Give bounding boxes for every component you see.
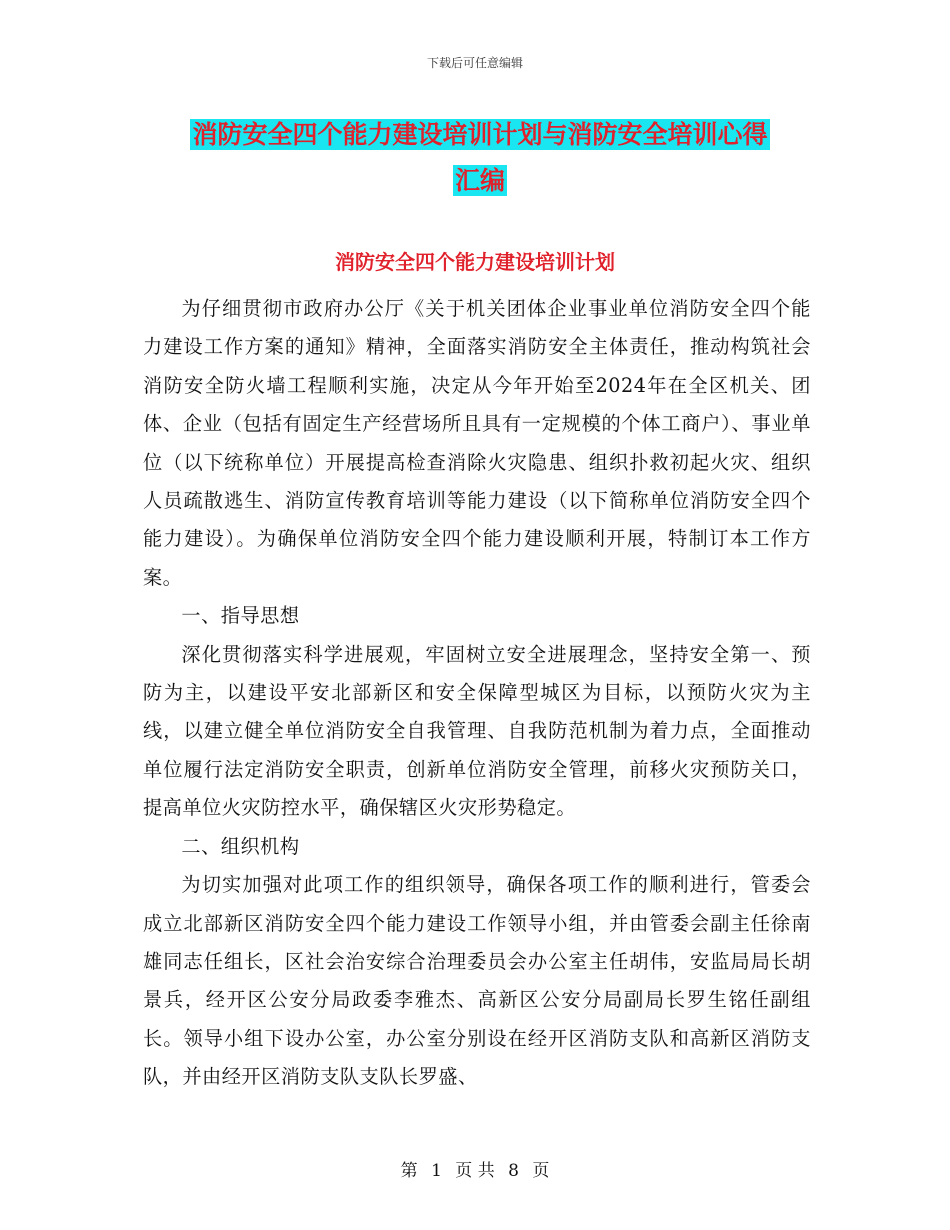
heading-organization: 二、组织机构 [181,834,300,858]
footer-prefix: 第 [400,1161,418,1181]
paragraph-guiding-ideology: 深化贯彻落实科学进展观，牢固树立安全进展理念，坚持安全第一、预防为主，以建设平安北部新区和安全保障型城区为目标，以预防火灾为主线，以建立健全单位消防安全自我管理、自我防范机制为着力点，全面推动单位履行法定消防安全职责，创新单位消防安全管理，前移火灾预防关口，提高单位火灾防控水平，确保辖区火灾形势稳定。 [143,642,811,820]
heading-guiding-ideology: 一、指导思想 [181,604,300,628]
footer-suffix: 页 [532,1161,550,1181]
page-number: 1 [431,1161,442,1181]
header-note: 下载后可任意编辑 [426,56,523,70]
paragraph-intro: 为仔细贯彻市政府办公厅《关于机关团体企业事业单位消防安全四个能力建设工作方案的通知》精神，全面落实消防安全主体责任，推动构筑社会消防安全防火墙工程顺利实施，决定从今年开始至2024年在全区机关、团体、企业（包括有固定生产经营场所且具有一定规模的个体工商户）、事业单位（以下统称单位）开展提高检查消除火灾隐患、组织扑救初起火灾、组织人员疏散逃生、消防宣传教育培训等能力建设（以下简称单位消防安全四个能力建设）。为确保单位消防安全四个能力建设顺利开展，特制订本工作方案。 [143,297,811,589]
title-line-2: 汇编 [454,166,505,195]
title-line-1: 消防安全四个能力建设培训计划与消防安全培训心得 [192,120,768,149]
paragraph-organization: 为切实加强对此项工作的组织领导，确保各项工作的顺利进行，管委会成立北部新区消防安全四个能力建设工作领导小组，并由管委会副主任徐南雄同志任组长，区社会治安综合治理委员会办公室主任胡伟，安监局局长胡景兵，经开区公安分局政委李雅杰、高新区公安分局副局长罗生铭任副组长。领导小组下设办公室，办公室分别设在经开区消防支队和高新区消防支队，并由经开区消防支队支队长罗盛、 [143,873,811,1089]
page-footer [0,1156,950,1181]
section-title: 消防安全四个能力建设培训计划 [335,250,615,274]
footer-middle: 页 共 [455,1161,495,1181]
body-text [143,290,811,1097]
document-title [150,112,810,204]
page-total: 8 [508,1161,519,1181]
